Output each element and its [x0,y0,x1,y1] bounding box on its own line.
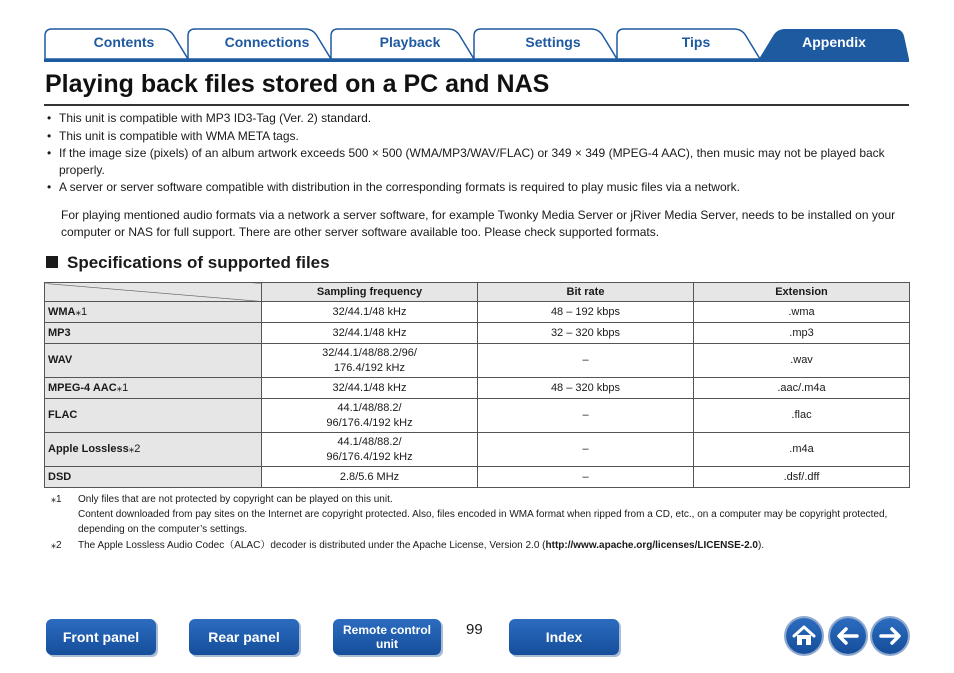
format-cell [45,467,262,488]
frequency-line: 32/44.1/48 kHz [332,381,407,394]
table-corner-cell [45,283,262,302]
table-header: Sampling frequency [262,283,478,302]
extension-cell: .wav [694,344,910,378]
footnote-text: Only files that are not protected by copyright can be played on this unit. [78,494,393,505]
table-row [45,433,910,467]
title-divider [44,104,909,106]
format-cell [45,323,262,344]
footnotes [44,492,906,554]
bullet-item: • If the image size (pixels) of an album artwork exceeds 500 × 500 (WMA/MP3/WAV/FLAC) or 349 × 349 (MPEG-4 AAC), then music may not be played back properly. [44,145,906,178]
table-row [45,467,910,488]
footnote-text: The Apple Lossless Audio Codec（ALAC）decoder is distributed under the Apache License, Version 2.0 ( [78,540,546,551]
table-header-row [45,283,910,302]
tab-playback[interactable] [330,28,490,59]
frequency-cell [262,467,478,488]
rear-panel-button[interactable]: Rear panel [189,619,299,655]
footnote-ref: ⁎1 [75,305,88,318]
tab-settings[interactable] [473,28,633,59]
frequency-cell [262,344,478,378]
tab-contents[interactable] [44,28,204,59]
bitrate-cell: 32 – 320 kbps [478,323,694,344]
remote-control-label-line2: unit [376,637,398,651]
format-cell [45,399,262,433]
home-icon [786,618,822,654]
format-name: MPEG-4 AAC [48,381,117,394]
forward-button[interactable] [872,618,908,654]
format-cell [45,344,262,378]
remote-control-label-line1: Remote control [342,623,431,637]
frequency-line: 44.1/48/88.2/ [337,401,402,414]
tab-settings-label: Settings [525,34,581,50]
tab-appendix-label: Appendix [802,34,866,50]
extension-cell: .flac [694,399,910,433]
bullet-list [44,110,906,197]
table-row [45,399,910,433]
extension-cell: .mp3 [694,323,910,344]
footnote-2 [44,538,906,553]
tab-playback-label: Playback [379,34,441,50]
bitrate-cell: – [478,399,694,433]
frequency-cell [262,302,478,323]
footnote-1 [44,492,906,537]
frequency-line: 32/44.1/48 kHz [332,305,407,318]
footnote-mark: ⁎1 [51,494,62,505]
page-title: Playing back files stored on a PC and NAS [45,70,550,98]
table-row [45,302,910,323]
footnote-ref: ⁎1 [116,381,129,394]
frequency-line: 176.4/192 kHz [334,361,405,374]
license-link[interactable]: http://www.apache.org/licenses/LICENSE-2.0 [545,540,758,551]
table-row [45,378,910,399]
frequency-line: 32/44.1/48/88.2/96/ [322,346,417,359]
format-name: DSD [48,470,72,483]
square-bullet-icon [46,256,58,268]
front-panel-button[interactable]: Front panel [46,619,156,655]
footnote-ref: ⁎2 [128,443,141,455]
extension-cell: .dsf/.dff [694,467,910,488]
frequency-cell [262,433,478,467]
bullet-item: • This unit is compatible with MP3 ID3-Tag (Ver. 2) standard. [44,110,906,127]
frequency-line: 32/44.1/48 kHz [332,326,407,339]
frequency-line: 44.1/48/88.2/ [337,435,402,448]
tab-tips-label: Tips [681,34,711,50]
bitrate-cell: – [478,467,694,488]
page-number: 99 [466,621,483,638]
format-cell [45,433,262,467]
format-name: WMA [48,305,76,318]
footnote-text: ). [757,540,765,551]
format-name: Apple Lossless [48,443,129,455]
home-button[interactable] [786,618,822,654]
server-note: For playing mentioned audio formats via a network a server software, for example Twonky Media Server or jRiver Media Server, needs to be installed on your computer or NAS for full support. There are other server software available too. Please check supported formats. [61,208,896,239]
table-row [45,344,910,378]
arrow-right-icon [872,618,908,654]
table-header: Bit rate [478,283,694,302]
format-cell [45,302,262,323]
format-name: FLAC [48,409,78,421]
back-button[interactable] [830,618,866,654]
frequency-line: 96/176.4/192 kHz [326,450,413,463]
tab-appendix[interactable] [759,28,909,59]
frequency-cell [262,323,478,344]
bitrate-cell: 48 – 320 kbps [478,378,694,399]
index-button[interactable]: Index [509,619,619,655]
bitrate-cell: – [478,433,694,467]
tab-tips[interactable] [616,28,776,59]
bullet-item: • A server or server software compatible with distribution in the corresponding formats is required to play music files via a network. [44,179,906,196]
bitrate-cell: – [478,344,694,378]
tab-connections-label: Connections [224,34,310,50]
extension-cell: .wma [694,302,910,323]
tab-bar-baseline [44,59,909,62]
extension-cell: .aac/.m4a [694,378,910,399]
tab-connections[interactable] [187,28,347,59]
bitrate-cell: 48 – 192 kbps [478,302,694,323]
format-name: WAV [48,354,73,366]
extension-cell: .m4a [694,433,910,467]
table-header: Extension [694,283,910,302]
format-cell [45,378,262,399]
frequency-cell [262,399,478,433]
tab-bar [44,26,909,62]
spec-table [44,282,910,488]
bullet-item: • This unit is compatible with WMA META tags. [44,128,906,145]
frequency-cell [262,378,478,399]
footnote-text: Content downloaded from pay sites on the Internet are copyright protected. Also, files encoded in WMA format when ripped from a CD, etc., on a computer may be copyright protected, depending on the computer’s settings. [78,509,888,535]
section-heading-text: Specifications of supported files [67,253,330,272]
frequency-line: 2.8/5.6 MHz [339,470,400,483]
arrow-left-icon [830,618,866,654]
frequency-line: 96/176.4/192 kHz [326,416,413,429]
format-name: MP3 [48,326,71,339]
table-row [45,323,910,344]
footnote-mark: ⁎2 [51,540,62,551]
remote-control-button[interactable] [333,619,441,655]
tab-contents-label: Contents [93,34,155,50]
